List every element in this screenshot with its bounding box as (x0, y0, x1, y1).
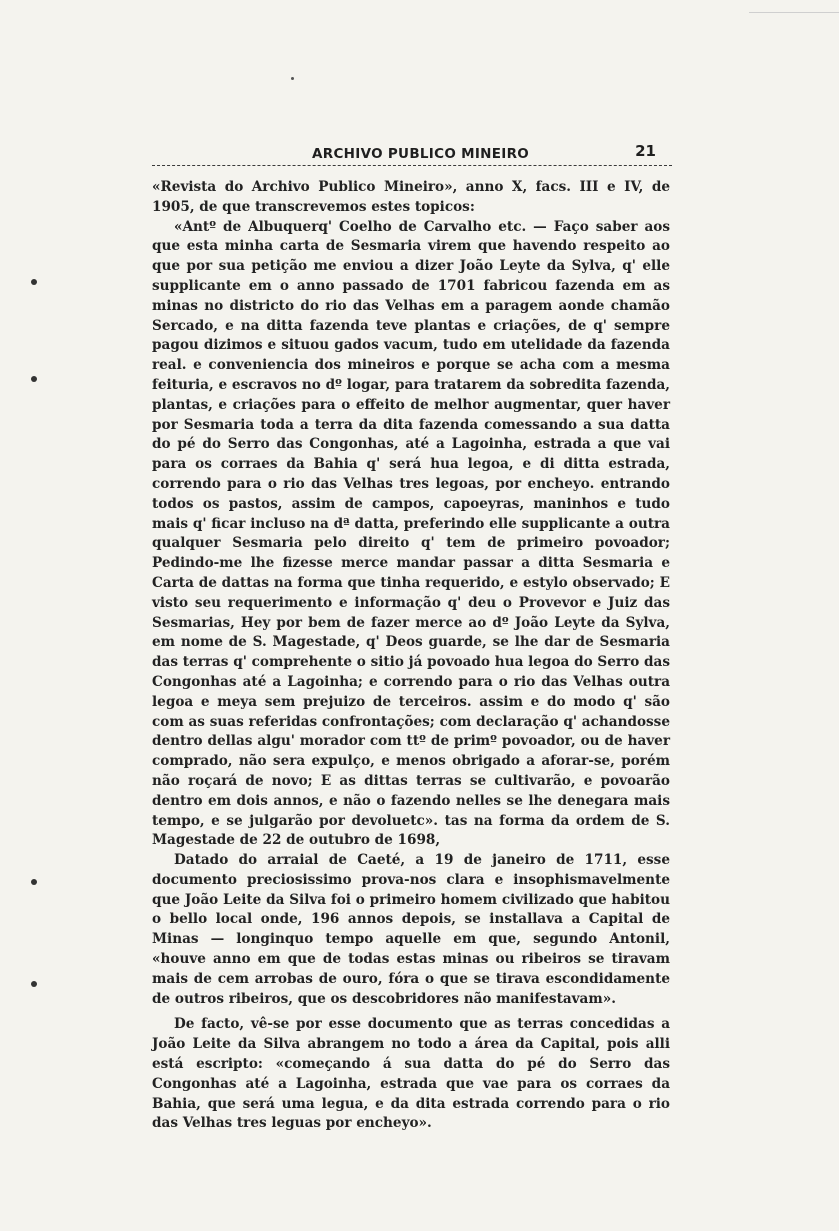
binding-hole-mark (31, 279, 37, 285)
header-rule (152, 165, 672, 166)
scan-edge-mark (749, 0, 839, 13)
paragraph-commentary: Datado do arraial de Caeté, a 19 de janeiro de 1711, esse documento preciosissimo prova-nos clara e insophismavelmente que João Leite da Silva foi o primeiro homem civilizado que habitou o bello local onde, 196 annos depois, se installava a Capital de Minas — longinquo tempo aquelle em que, segundo Antonil, «houve anno em que de todas estas minas ou ribeiros se tiravam mais de cem arrobas de ouro, fóra o que se tirava escondidamente de outros ribeiros, que os descobridores não manifestavam». (152, 852, 670, 1007)
binding-hole-mark (31, 376, 37, 382)
page-number: 21 (635, 142, 656, 160)
paragraph-citation: «Revista do Archivo Publico Mineiro», anno X, facs. III e IV, de 1905, de que transcrevemos estes topicos: (152, 179, 670, 215)
header-title: ARCHIVO PUBLICO MINEIRO (312, 146, 530, 162)
body-text (152, 178, 670, 1134)
binding-hole-mark (31, 879, 37, 885)
binding-hole-mark (31, 981, 37, 987)
paragraph-conclusion: De facto, vê-se por esse documento que as terras concedidas a João Leite da Silva abrangem no todo a área da Capital, pois alli está escripto: «começando á sua datta do pé do Serro das Congonhas até a Lagoinha, estrada que vae para os corraes da Bahia, que será uma legua, e da dita estrada correndo para o rio das Velhas tres leguas por encheyo». (152, 1016, 670, 1132)
scan-speck (291, 77, 294, 80)
running-header (152, 140, 672, 166)
paragraph-sesmaria-letter: «Antº de Albuquerq' Coelho de Carvalho etc. — Faço saber aos que esta minha carta de Sesmaria virem que havendo respeito ao que por sua petição me enviou a dizer João Leyte da Sylva, q' elle supplicante em o anno passado de 1701 fabricou fazenda em as minas no districto do rio das Velhas em a paragem aonde chamão Sercado, e na ditta fazenda teve plantas e criações, de q' sempre pagou dizimos e situou gados vacum, tudo em utelidade da fazenda real. e conveniencia dos mineiros e porque se acha com a mesma feituria, e escravos no dº logar, para tratarem da sobredita fazenda, plantas, e criações para o effeito de melhor augmentar, quer haver por Sesmaria toda a terra da dita fazenda comessando a sua datta do pé do Serro das Congonhas, até a Lagoinha, estrada a que vai para os corraes da Bahia q' será hua legoa, e di ditta estrada, correndo para o rio das Velhas tres legoas, por encheyo. entrando todos os pastos, assim de campos, capoeyras, maninhos e tudo mais q' ficar incluso na dª datta, preferindo elle supplicante a outra qualquer Sesmaria pelo direito q' tem de primeiro povoador; Pedindo-me lhe fizesse merce mandar passar a ditta Sesmaria e Carta de dattas na forma que tinha requerido, e estylo observado; E visto seu requerimento e informação q' deu o Provevor e Juiz das Sesmarias, Hey por bem de fazer merce ao dº João Leyte da Sylva, em nome de S. Magestade, q' Deos guarde, se lhe dar de Sesmaria das terras q' comprehente o sitio já povoado hua legoa do Serro das Congonhas até a Lagoinha; e correndo para o rio das Velhas outra legoa e meya sem prejuizo de terceiros. assim e do modo q' são com as suas referidas confrontações; com declaração q' achandosse dentro dellas algu' morador com ttº de primº povoador, ou de haver comprado, não sera expulço, e menos obrigado a aforar-se, porém não roçará de novo; E as dittas terras se cultivarão, e povoarão dentro em dois annos, e não o fazendo nelles se lhe denegara mais tempo, e se julgarão por devoluetc». tas na forma da ordem de S. Magestade de 22 de outubro de 1698, (152, 218, 670, 849)
